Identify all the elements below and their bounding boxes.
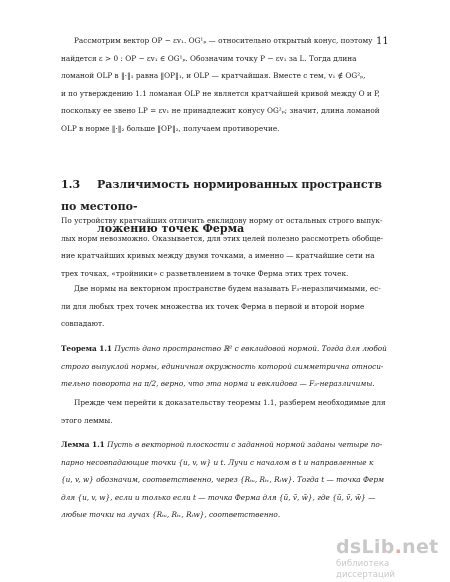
text-line: ли для любых трех точек множества их точек Ферма в первой и второй норме xyxy=(61,301,365,311)
text-line: Две нормы на векторном пространстве будем называть F₃-неразличимыми, ес- xyxy=(74,284,381,293)
theorem-line xyxy=(61,340,387,358)
theorem-text: Пусть дано пространство ℝ² с евклидовой нормой. Тогда для любой xyxy=(114,344,387,353)
section-number: 1.3 xyxy=(61,178,81,191)
section-title-line2: ложению точек Ферма xyxy=(97,222,245,235)
text-line: OLP в норме ‖·‖₂ больше ‖OP‖₂, получаем противоречие. xyxy=(61,123,280,133)
text-line: Рассмотрим вектор OP − εv₁. OG¹ₚ — относительно открытый конус, поэтому xyxy=(74,36,373,45)
lemma-line xyxy=(61,436,387,454)
text-line: совпадают. xyxy=(61,319,105,329)
text-line: этого леммы. xyxy=(61,415,113,425)
lemma-line: для {u, v, w}, если и только если t — точка Ферма для {ũ, ṽ, w̃}, где {ũ, ṽ, w̃} — xyxy=(61,492,376,502)
text-line: поскольку ее звено LP = εv₁ не принадлежит конусу OG²ₚ; значит, длина ломаной xyxy=(61,106,380,116)
watermark-subtitle: библиотека диссертаций xyxy=(336,559,396,580)
lemma-heading: Лемма 1.1 xyxy=(61,440,105,449)
lemma-block xyxy=(61,436,387,524)
text-line: и по утверждению 1.1 ломаная OLP не является кратчайшей кривой между O и P, xyxy=(61,88,380,98)
definition-paragraph xyxy=(61,280,387,333)
text-line: ломаной OLP в ‖·‖₁ равна ‖OP‖₁, и OLP — кратчайшая. Вместе с тем, v₁ ∉ OG²ₚ, xyxy=(61,71,366,81)
theorem-line: строго выпуклой нормы, единичная окружность которой симметрична относи- xyxy=(61,361,384,371)
text-line: найдется ε > 0 : OP − εv₁ ∈ OG¹ₚ. Обозначим точку P − εv₁ за L. Тогда длина xyxy=(61,53,357,63)
text-line: лых норм невозможно. Оказывается, для этих целей полезно рассмотреть обобще- xyxy=(61,233,384,243)
lemma-line: {u, v, w} обозначим, соответственно, через {Rₜᵤ, Rₜᵥ, Rₜw}. Тогда t — точка Ферм xyxy=(61,475,385,485)
intro-paragraph xyxy=(61,212,387,282)
text-line: трех точках, «тройники» с разветвлением в точке Ферма этих трех точек. xyxy=(61,268,349,278)
theorem-heading: Теорема 1.1 xyxy=(61,344,112,353)
theorem-block xyxy=(61,340,387,393)
top-paragraph xyxy=(61,32,387,138)
watermark-brand: dsLib.net xyxy=(336,536,439,558)
lemma-line: любые точки на лучах {Rₜᵤ, Rₜᵥ, Rₜw}, соответственно. xyxy=(61,510,281,520)
page-number: 11 xyxy=(376,36,389,47)
lemma-text: Пусть в векторной плоскости с заданной нормой заданы четыре по- xyxy=(107,440,383,449)
before-proof-paragraph xyxy=(61,394,387,429)
lemma-line: парно несовпадающие точки {u, v, w} и t. Лучи с началом в t и направленные к xyxy=(61,457,374,467)
text-line: ние кратчайших кривых между двумя точками, а именно — кратчайшие сети на xyxy=(61,251,375,261)
section-title-line1: Различимость нормированных пространств по местопо- xyxy=(61,178,382,213)
text-line: По устройству кратчайших отличить евклидову норму от остальных строго выпук- xyxy=(61,216,383,225)
watermark-logo xyxy=(336,536,446,580)
theorem-line: тельно поворота на π/2, верно, что эта норма и евклидова — F₃-неразличимы. xyxy=(61,379,375,389)
text-line: Прежде чем перейти к доказательству теоремы 1.1, разберем необходимые для xyxy=(74,398,386,407)
